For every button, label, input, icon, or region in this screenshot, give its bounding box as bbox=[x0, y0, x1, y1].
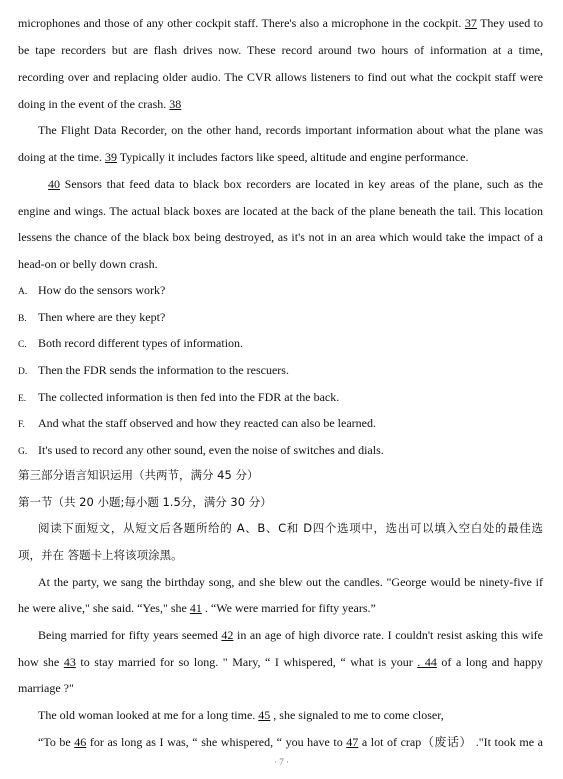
text-line: be tape recorders but are flash drives now. These record around two hours of information at a time, bbox=[18, 43, 543, 57]
text: Sensors that feed data to black box recorders are located in key areas of the plane, such as the bbox=[60, 177, 543, 191]
page-number: · 7 · bbox=[274, 757, 289, 767]
text: Typically it includes factors like speed, altitude and engine performance. bbox=[116, 150, 469, 164]
text: , she signaled to me to come closer, bbox=[270, 708, 444, 722]
option-text: And what the staff observed and how they reacted can also be learned. bbox=[38, 416, 376, 430]
text: of a long and happy bbox=[436, 655, 544, 669]
part-title: 第三部分语言知识运用（共两节，满分 45 分） bbox=[18, 468, 259, 482]
text: They used to bbox=[476, 16, 543, 30]
blank-42: 42 bbox=[221, 628, 234, 642]
blank-38: 38 bbox=[169, 97, 182, 111]
text-line bbox=[38, 627, 543, 643]
blank-43: 43 bbox=[63, 655, 76, 669]
blank-41: 41 bbox=[189, 601, 202, 615]
text-line: head-on or belly down crash. bbox=[18, 257, 158, 271]
text: doing at the time. bbox=[18, 150, 105, 164]
option-f bbox=[18, 415, 543, 433]
text: in an age of high divorce rate. I couldn't resist asking this wife bbox=[233, 628, 543, 642]
blank-44: . 44 bbox=[417, 655, 437, 669]
blank-46: 46 bbox=[74, 735, 87, 749]
text-line bbox=[48, 176, 543, 192]
text: The old woman looked at me for a long time. bbox=[38, 708, 259, 722]
section-title: 第一节（共 20 小题;每小题 1.5分，满分 30 分） bbox=[18, 495, 272, 509]
option-letter: E. bbox=[18, 394, 27, 404]
instruction-line: 项，并在 答题卡上将该项涂黑。 bbox=[18, 548, 183, 562]
option-text: It's used to record any other sound, even the noise of switches and dials. bbox=[38, 443, 384, 457]
text-line: recording over and replacing older audio. The CVR allows listeners to find out what the cockpit staff were bbox=[18, 70, 543, 84]
option-text: Both record different types of information. bbox=[38, 336, 244, 350]
text-line bbox=[38, 707, 543, 723]
text: to stay married for so long. " Mary, “ I whispered, “ what is your bbox=[75, 655, 418, 669]
text: . “We were married for fifty years.” bbox=[201, 601, 376, 615]
instruction-line: 阅读下面短文，从短文后各题所给的 A、B、C和 D四个选项中，选出可以填入空白处的最佳选 bbox=[38, 521, 543, 535]
option-letter: F. bbox=[18, 420, 25, 430]
text-line: At the party, we sang the birthday song, and she blew out the candles. "George would be ninety-five if bbox=[38, 575, 543, 589]
text: a lot of crap（废话） ."It took me a bbox=[358, 735, 543, 749]
text-line bbox=[18, 654, 543, 670]
blank-39: 39 bbox=[104, 150, 117, 164]
blank-40: 40 bbox=[48, 177, 60, 191]
option-letter: B. bbox=[18, 314, 27, 324]
text-line bbox=[18, 149, 543, 165]
text-line: The Flight Data Recorder, on the other hand, records important information about what the plane was bbox=[38, 123, 543, 137]
text: how she bbox=[18, 655, 64, 669]
text-line: engine and wings. The actual black boxes are located at the back of the plane beneath the tail. This location bbox=[18, 204, 543, 218]
text-line: lessens the chance of the black box being destroyed, as it's not in an area which would take the impact of a bbox=[18, 230, 543, 244]
blank-37: 37 bbox=[464, 16, 477, 30]
option-letter: A. bbox=[18, 287, 28, 297]
text: microphones and those of any other cockpit staff. There's also a microphone in the cockpit. bbox=[18, 16, 465, 30]
text-line bbox=[18, 15, 543, 31]
text-line bbox=[18, 96, 543, 112]
option-letter: D. bbox=[18, 367, 28, 377]
option-e bbox=[18, 389, 543, 407]
option-text: Then the FDR sends the information to the rescuers. bbox=[38, 363, 289, 377]
blank-47: 47 bbox=[346, 735, 359, 749]
text-line bbox=[38, 734, 543, 750]
option-text: The collected information is then fed into the FDR at the back. bbox=[38, 390, 340, 404]
blank-45: 45 bbox=[258, 708, 271, 722]
option-g bbox=[18, 442, 543, 460]
option-c bbox=[18, 335, 543, 353]
text: “To be bbox=[38, 735, 75, 749]
text: doing in the event of the crash. bbox=[18, 97, 170, 111]
option-b bbox=[18, 309, 543, 327]
text: for as long as I was, “ she whispered, “ you have to bbox=[86, 735, 347, 749]
text: Being married for fifty years seemed bbox=[38, 628, 222, 642]
text-line: marriage ?" bbox=[18, 681, 74, 695]
option-letter: C. bbox=[18, 340, 27, 350]
option-letter: G. bbox=[18, 447, 28, 457]
option-text: How do the sensors work? bbox=[38, 283, 166, 297]
text-line bbox=[18, 600, 543, 616]
text: he were alive," she said. “Yes," she bbox=[18, 601, 190, 615]
option-d bbox=[18, 362, 543, 380]
option-text: Then where are they kept? bbox=[38, 310, 166, 324]
option-a bbox=[18, 282, 543, 300]
